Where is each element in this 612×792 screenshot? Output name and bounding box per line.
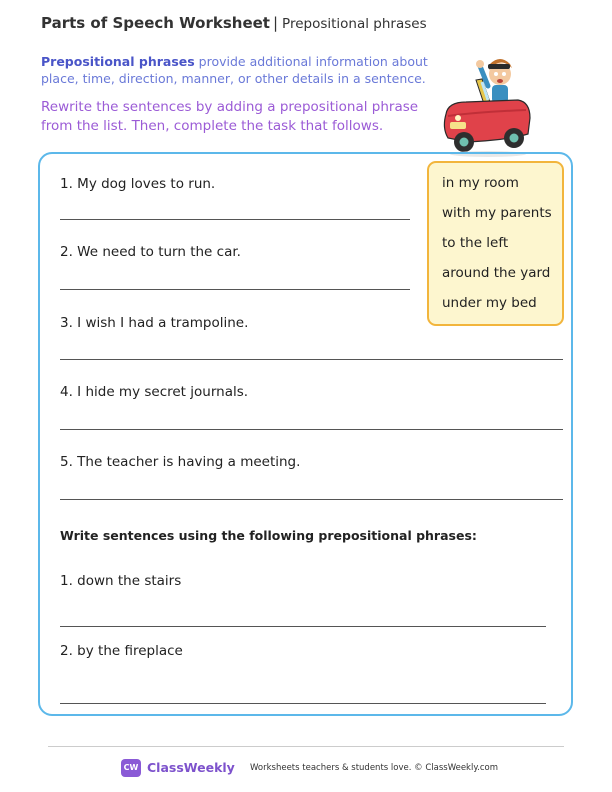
intro-text	[41, 53, 461, 87]
boy-driving-red-car-icon	[438, 52, 533, 162]
task-item-2: 2. by the fireplace	[60, 643, 183, 659]
instructions: Rewrite the sentences by adding a prepositional phrase from the list. Then, complete the task that follows.	[41, 99, 419, 134]
answer-line-1[interactable]	[60, 219, 410, 220]
intro-body: provide additional information about place, time, direction, manner, or other details in a sentence.	[41, 54, 428, 86]
question-5: 5. The teacher is having a meeting.	[60, 454, 301, 470]
classweekly-logo: CW	[121, 759, 141, 777]
brand-name: ClassWeekly	[147, 760, 235, 775]
answer-line-3[interactable]	[60, 359, 563, 360]
worksheet-title: Parts of Speech Worksheet	[41, 14, 270, 32]
task-answer-line-2[interactable]	[60, 703, 546, 704]
question-2: 2. We need to turn the car.	[60, 244, 241, 260]
question-1: 1. My dog loves to run.	[60, 176, 216, 192]
title-separator: |	[272, 14, 279, 32]
question-4: 4. I hide my secret journals.	[60, 384, 249, 400]
word-bank-item: with my parents	[442, 205, 552, 221]
word-bank-item: in my room	[442, 175, 519, 191]
task-heading: Write sentences using the following prepositional phrases:	[60, 528, 477, 543]
task-item-1: 1. down the stairs	[60, 573, 182, 589]
answer-line-2[interactable]	[60, 289, 410, 290]
answer-line-4[interactable]	[60, 429, 563, 430]
worksheet-subtitle: Prepositional phrases	[282, 16, 427, 32]
question-3: 3. I wish I had a trampoline.	[60, 315, 249, 331]
intro-highlight: Prepositional phrases	[41, 54, 195, 69]
page-header	[41, 14, 427, 32]
word-bank-item: to the left	[442, 235, 509, 251]
footer-divider	[48, 746, 564, 747]
word-bank-item: under my bed	[442, 295, 537, 311]
word-bank	[427, 161, 564, 326]
answer-line-5[interactable]	[60, 499, 563, 500]
footer-tagline: Worksheets teachers & students love. © ClassWeekly.com	[250, 763, 499, 773]
task-answer-line-1[interactable]	[60, 626, 546, 627]
word-bank-item: around the yard	[442, 265, 551, 281]
